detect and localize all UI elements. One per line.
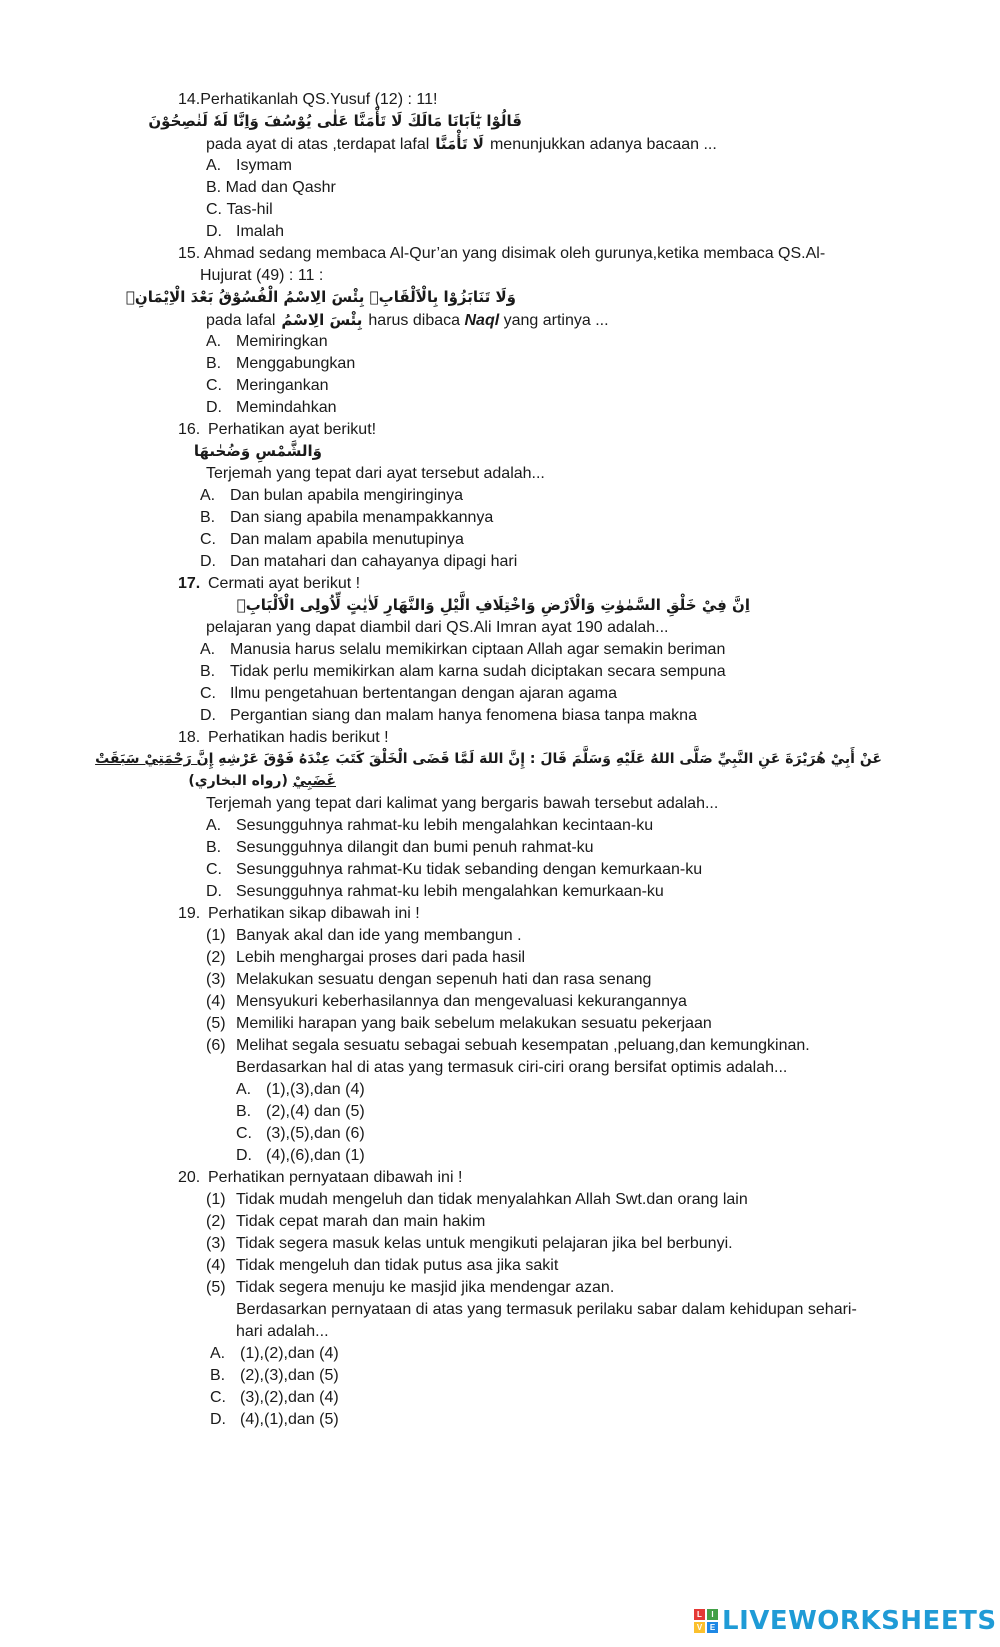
q19-option-d[interactable]: D. (4),(6),dan (1) xyxy=(236,1147,365,1164)
q20-item: (3) Tidak segera masuk kelas untuk mengikuti pelajaran jika bel berbunyi. xyxy=(206,1235,733,1252)
q15-option-c[interactable]: C. Meringankan xyxy=(206,377,329,394)
q18-arabic-underlined: إِنَّ رَحْمَتِيْ سَبَقَتْ xyxy=(95,751,214,767)
q16-option-a[interactable]: A. Dan bulan apabila mengiringinya xyxy=(200,487,464,504)
logo-tiles-icon: L I V E xyxy=(694,1609,718,1633)
q17-option-d[interactable]: D. Pergantian siang dan malam hanya fenomena biasa tanpa makna xyxy=(200,707,697,724)
q16-option-d[interactable]: D. Dan matahari dan cahayanya dipagi hari xyxy=(200,553,518,570)
q16-stem: Terjemah yang tepat dari ayat tersebut adalah... xyxy=(206,465,545,482)
q20-item: (1) Tidak mudah mengeluh dan tidak menyalahkan Allah Swt.dan orang lain xyxy=(206,1191,748,1208)
q15-title-line1: 15. Ahmad sedang membaca Al-Qur’an yang disimak oleh gurunya,ketika membaca QS.Al- xyxy=(178,245,826,262)
q20-option-d[interactable]: D. (4),(1),dan (5) xyxy=(210,1411,339,1428)
q17-stem: pelajaran yang dapat diambil dari QS.Ali Imran ayat 190 adalah... xyxy=(206,619,669,636)
q15-arabic: وَلَا تَنَابَزُوْا بِالْاَلْقَابِۗ بِئْسَ الِاسْمُ الْفُسُوْقُ بَعْدَ الْاِيْمَانِۚ xyxy=(125,288,516,306)
q16-option-c[interactable]: C. Dan malam apabila menutupinya xyxy=(200,531,464,548)
q20-stem-line2: hari adalah... xyxy=(236,1323,329,1340)
q18-option-d[interactable]: D. Sesungguhnya rahmat-ku lebih mengalahkan kemurkaan-ku xyxy=(206,883,664,900)
q20-title: 20. Perhatikan pernyataan dibawah ini ! xyxy=(178,1169,463,1186)
q15-option-a[interactable]: A. Memiringkan xyxy=(206,333,328,350)
q19-stem: Berdasarkan hal di atas yang termasuk ciri-ciri orang bersifat optimis adalah... xyxy=(236,1059,788,1076)
q15-option-b[interactable]: B. Menggabungkan xyxy=(206,355,356,372)
q17-option-c[interactable]: C. Ilmu pengetahuan bertentangan dengan ajaran agama xyxy=(200,685,617,702)
q19-item: (5) Memiliki harapan yang baik sebelum melakukan sesuatu pekerjaan xyxy=(206,1015,712,1032)
q15-option-d[interactable]: D. Memindahkan xyxy=(206,399,337,416)
q20-option-c[interactable]: C. (3),(2),dan (4) xyxy=(210,1389,339,1406)
q19-item: (3) Melakukan sesuatu dengan sepenuh hati dan rasa senang xyxy=(206,971,652,988)
q19-option-b[interactable]: B. (2),(4) dan (5) xyxy=(236,1103,365,1120)
q16-option-b[interactable]: B. Dan siang apabila menampakkannya xyxy=(200,509,494,526)
q14-option-c[interactable]: C. Tas-hil xyxy=(206,201,273,218)
q19-option-a[interactable]: A. (1),(3),dan (4) xyxy=(236,1081,365,1098)
logo-text: LIVEWORKSHEETS xyxy=(722,1606,997,1636)
q19-item: (1) Banyak akal dan ide yang membangun . xyxy=(206,927,522,944)
q20-item: (4) Tidak mengeluh dan tidak putus asa jika sakit xyxy=(206,1257,559,1274)
q14-option-a[interactable]: A. Isymam xyxy=(206,157,292,174)
q15-stem-arabic: بِئْسَ الِاسْمُ xyxy=(281,311,363,329)
q18-arabic-line2-underlined: غَضَبِيْ xyxy=(292,773,336,789)
q16-title: 16. Perhatikan ayat berikut! xyxy=(178,421,377,438)
q18-arabic-line1: عَنْ أَبِيْ هُرَيْرَةَ عَنِ النَّبِيِّ صَلَّى اللهُ عَلَيْهِ وَسَلَّمَ قَالَ : إِنَّ اللهَ لَمَّا قَضَى الْخَلْقَ كَتَبَ عِنْدَهُ فَوْقَ عَرْشِهِ إِنَّ رَحْمَتِيْ سَبَقَتْ xyxy=(95,751,882,767)
q19-item: (2) Lebih menghargai proses dari pada hasil xyxy=(206,949,526,966)
q15-stem: pada lafal بِئْسَ الِاسْمُ harus dibaca Naql yang artinya ... xyxy=(206,311,609,329)
q20-item: (5) Tidak segera menuju ke masjid jika mendengar azan. xyxy=(206,1279,615,1296)
q18-option-b[interactable]: B. Sesungguhnya dilangit dan bumi penuh rahmat-ku xyxy=(206,839,594,856)
q14-stem: pada ayat di atas ,terdapat lafal لَا تَأْمَنَّا menunjukkan adanya bacaan ... xyxy=(206,135,717,153)
q14-stem-arabic: لَا تَأْمَنَّا xyxy=(435,135,484,153)
q17-option-a[interactable]: A. Manusia harus selalu memikirkan ciptaan Allah agar semakin beriman xyxy=(200,641,726,658)
q14-title: 14.Perhatikanlah QS.Yusuf (12) : 11! xyxy=(178,91,438,108)
q17-option-b[interactable]: B. Tidak perlu memikirkan alam karna sudah diciptakan secara sempuna xyxy=(200,663,726,680)
q15-title-line2: Hujurat (49) : 11 : xyxy=(200,267,324,284)
q20-item: (2) Tidak cepat marah dan main hakim xyxy=(206,1213,486,1230)
q17-arabic: اِنَّ فِيْ خَلْقِ السَّمٰوٰتِ وَالْاَرْضِ وَاخْتِلَافِ الَّيْلِ وَالنَّهَارِ لَاٰيٰتٍ لِّاُولِى الْاَلْبَابِۙ xyxy=(236,596,750,614)
q20-stem-line1: Berdasarkan pernyataan di atas yang termasuk perilaku sabar dalam kehidupan sehari- xyxy=(236,1301,857,1318)
q19-title: 19. Perhatikan sikap dibawah ini ! xyxy=(178,905,420,922)
q20-option-b[interactable]: B. (2),(3),dan (5) xyxy=(210,1367,339,1384)
q18-title: 18. Perhatikan hadis berikut ! xyxy=(178,729,389,746)
q18-stem: Terjemah yang tepat dari kalimat yang bergaris bawah tersebut adalah... xyxy=(206,795,719,812)
liveworksheets-logo[interactable] xyxy=(694,1606,997,1636)
q19-option-c[interactable]: C. (3),(5),dan (6) xyxy=(236,1125,365,1142)
q14-option-b[interactable]: B. Mad dan Qashr xyxy=(206,179,336,196)
q14-arabic: قَالُوْا يٰٓاَبَانَا مَالَكَ لَا تَأْمَنَّا عَلٰى يُوْسُفَ وَاِنَّا لَهٗ لَنٰصِحُوْنَ xyxy=(148,112,522,130)
q18-option-c[interactable]: C. Sesungguhnya rahmat-Ku tidak sebanding dengan kemurkaan-ku xyxy=(206,861,703,878)
q18-option-a[interactable]: A. Sesungguhnya rahmat-ku lebih mengalahkan kecintaan-ku xyxy=(206,817,654,834)
q16-arabic: وَالشَّمْسِ وَضُحٰىهَا xyxy=(193,442,322,460)
q19-item: (4) Mensyukuri keberhasilannya dan mengevaluasi kekurangannya xyxy=(206,993,687,1010)
q20-option-a[interactable]: A. (1),(2),dan (4) xyxy=(210,1345,339,1362)
q18-arabic-line2: غَضَبِيْ (رواه البخاري) xyxy=(188,773,336,789)
q17-title: 17. Cermati ayat berikut ! xyxy=(178,575,361,592)
q19-item: (6) Melihat segala sesuatu sebagai sebuah kesempatan ,peluang,dan kemungkinan. xyxy=(206,1037,810,1054)
q14-option-d[interactable]: D. Imalah xyxy=(206,223,285,240)
